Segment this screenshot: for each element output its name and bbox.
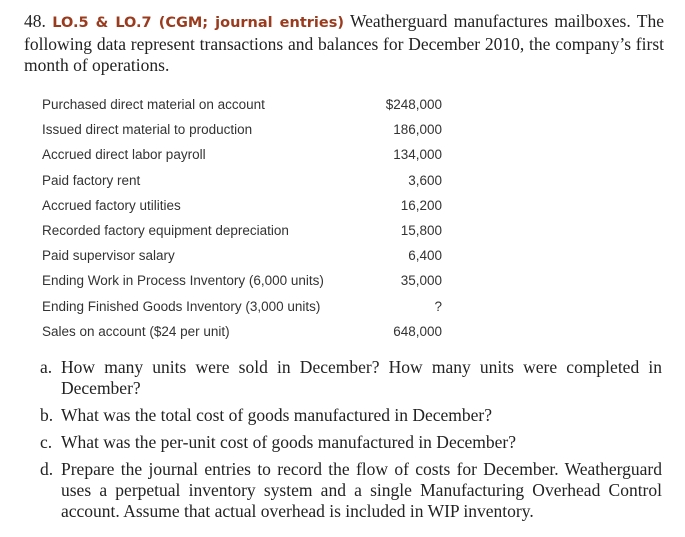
transaction-amount: 134,000 <box>393 147 442 163</box>
transaction-label: Ending Work in Process Inventory (6,000 units) <box>42 273 324 289</box>
table-row <box>42 218 442 243</box>
problem-intro: Weatherguard manufactures mailboxes. The following data represent transactions and balances for December 2010, the company’s first month of operations. <box>24 11 664 75</box>
table-row <box>42 268 442 293</box>
transaction-label: Recorded factory equipment depreciation <box>42 223 289 239</box>
transaction-label: Accrued direct labor payroll <box>42 147 206 163</box>
table-row <box>42 319 442 344</box>
table-row <box>42 142 442 167</box>
question-item <box>40 459 662 522</box>
transaction-label: Accrued factory utilities <box>42 197 181 213</box>
transaction-amount: $248,000 <box>385 97 442 113</box>
question-item <box>40 357 662 399</box>
transaction-label: Ending Finished Goods Inventory (3,000 units) <box>42 298 321 314</box>
question-text: Prepare the journal entries to record the flow of costs for December. Weatherguard uses a perpetual inventory system and a single Manufacturing Overhead Control account. Assume that actual overhead is included in WIP inventory. <box>61 459 662 521</box>
transactions-table <box>42 92 442 344</box>
question-item <box>40 405 662 426</box>
table-row <box>42 243 442 268</box>
problem-header <box>24 11 664 76</box>
transaction-amount: ? <box>434 298 442 314</box>
learning-objective-tag: LO.5 & LO.7 (CGM; journal entries) <box>52 15 344 31</box>
table-row <box>42 168 442 193</box>
transaction-amount: 15,800 <box>400 223 442 239</box>
question-list <box>40 357 662 528</box>
table-row <box>42 193 442 218</box>
transaction-amount: 35,000 <box>400 273 442 289</box>
question-letter: b. <box>40 405 54 425</box>
transaction-label: Purchased direct material on account <box>42 97 265 113</box>
transaction-label: Issued direct material to production <box>42 122 253 138</box>
question-letter: c. <box>40 432 53 452</box>
transaction-label: Sales on account ($24 per unit) <box>42 323 230 339</box>
question-text: How many units were sold in December? How many units were completed in December? <box>61 357 662 398</box>
question-text: What was the per-unit cost of goods manufactured in December? <box>61 432 516 452</box>
problem-number: 48. <box>24 11 46 31</box>
transaction-amount: 6,400 <box>408 248 442 264</box>
transaction-label: Paid supervisor salary <box>42 248 175 264</box>
transaction-amount: 16,200 <box>400 197 442 213</box>
table-row <box>42 294 442 319</box>
question-letter: d. <box>40 459 54 479</box>
question-item <box>40 432 662 453</box>
transaction-amount: 186,000 <box>393 122 442 138</box>
transaction-label: Paid factory rent <box>42 172 141 188</box>
transaction-amount: 648,000 <box>393 323 442 339</box>
transaction-amount: 3,600 <box>408 172 442 188</box>
question-letter: a. <box>40 357 53 377</box>
table-row <box>42 92 442 117</box>
table-row <box>42 117 442 142</box>
question-text: What was the total cost of goods manufactured in December? <box>61 405 493 425</box>
